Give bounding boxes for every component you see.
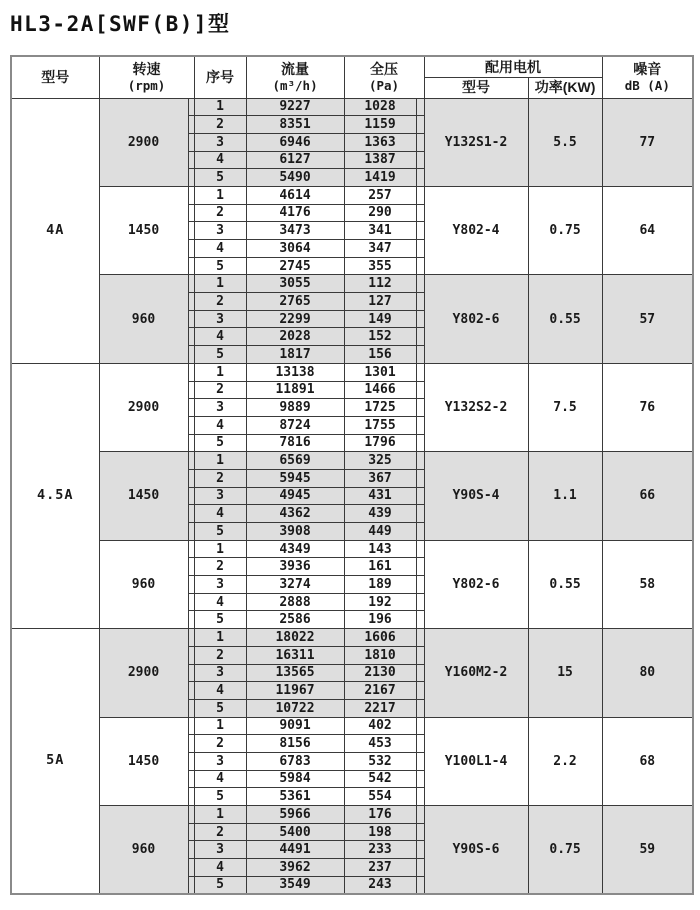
seq-cell: 4 [194, 770, 246, 788]
row-spacer-right [416, 682, 424, 700]
motor-model-cell: Y90S-6 [424, 806, 528, 894]
flow-cell: 4491 [246, 841, 344, 859]
row-spacer-right [416, 293, 424, 311]
spec-row [11, 363, 693, 381]
header-flow [246, 56, 344, 98]
power-cell: 7.5 [528, 363, 602, 451]
motor-model-cell: Y90S-4 [424, 452, 528, 540]
pressure-cell: 1301 [344, 363, 416, 381]
header-noise-label: 噪音 [633, 61, 662, 78]
seq-cell: 1 [194, 452, 246, 470]
row-spacer-right [416, 98, 424, 116]
model-cell: 5A [11, 629, 99, 894]
motor-model-cell: Y160M2-2 [424, 629, 528, 717]
flow-cell: 8156 [246, 735, 344, 753]
pressure-cell: 127 [344, 293, 416, 311]
speed-cell: 1450 [99, 186, 188, 274]
row-spacer-right [416, 328, 424, 346]
flow-cell: 5984 [246, 770, 344, 788]
row-spacer-right [416, 788, 424, 806]
row-spacer-right [416, 699, 424, 717]
spec-row [11, 275, 693, 293]
speed-cell: 960 [99, 540, 188, 628]
row-spacer-right [416, 540, 424, 558]
pressure-cell: 237 [344, 859, 416, 877]
row-spacer-right [416, 841, 424, 859]
header-pressure-label: 全压 [370, 61, 399, 78]
header-flow-label: 流量 [281, 61, 310, 78]
flow-cell: 16311 [246, 646, 344, 664]
seq-cell: 1 [194, 806, 246, 824]
flow-cell: 2586 [246, 611, 344, 629]
pressure-cell: 152 [344, 328, 416, 346]
flow-cell: 2028 [246, 328, 344, 346]
seq-cell: 5 [194, 434, 246, 452]
header-motor-power-label: 功率(KW) [534, 79, 596, 96]
pressure-cell: 198 [344, 823, 416, 841]
flow-cell: 9889 [246, 399, 344, 417]
seq-cell: 1 [194, 363, 246, 381]
header-speed [99, 56, 194, 98]
motor-model-cell: Y802-6 [424, 275, 528, 363]
row-spacer-right [416, 859, 424, 877]
header-noise [602, 56, 693, 98]
pressure-cell: 290 [344, 204, 416, 222]
noise-cell: 76 [602, 363, 693, 451]
pressure-cell: 2130 [344, 664, 416, 682]
pressure-cell: 1810 [344, 646, 416, 664]
header-pressure [344, 56, 424, 98]
flow-cell: 9227 [246, 98, 344, 116]
pressure-cell: 554 [344, 788, 416, 806]
spec-row [11, 629, 693, 647]
row-spacer-right [416, 611, 424, 629]
pressure-cell: 156 [344, 346, 416, 364]
pressure-cell: 257 [344, 186, 416, 204]
speed-cell: 1450 [99, 717, 188, 805]
seq-cell: 4 [194, 416, 246, 434]
row-spacer-right [416, 346, 424, 364]
seq-cell: 4 [194, 593, 246, 611]
row-spacer-right [416, 469, 424, 487]
pressure-cell: 2167 [344, 682, 416, 700]
seq-cell: 2 [194, 823, 246, 841]
row-spacer-right [416, 257, 424, 275]
flow-cell: 2299 [246, 310, 344, 328]
row-spacer-right [416, 399, 424, 417]
row-spacer-right [416, 133, 424, 151]
row-spacer-right [416, 735, 424, 753]
flow-cell: 13565 [246, 664, 344, 682]
flow-cell: 3549 [246, 876, 344, 894]
row-spacer-right [416, 275, 424, 293]
row-spacer-right [416, 876, 424, 894]
power-cell: 1.1 [528, 452, 602, 540]
seq-cell: 4 [194, 859, 246, 877]
flow-cell: 4614 [246, 186, 344, 204]
model-cell: 4A [11, 98, 99, 363]
seq-cell: 3 [194, 841, 246, 859]
seq-cell: 4 [194, 505, 246, 523]
pressure-cell: 1419 [344, 169, 416, 187]
row-spacer-right [416, 204, 424, 222]
row-spacer-right [416, 186, 424, 204]
seq-cell: 5 [194, 346, 246, 364]
row-spacer-right [416, 240, 424, 258]
row-spacer-right [416, 576, 424, 594]
seq-cell: 2 [194, 116, 246, 134]
flow-cell: 3055 [246, 275, 344, 293]
row-spacer-right [416, 169, 424, 187]
pressure-cell: 367 [344, 469, 416, 487]
flow-cell: 6946 [246, 133, 344, 151]
pressure-cell: 1796 [344, 434, 416, 452]
noise-cell: 66 [602, 452, 693, 540]
pressure-cell: 112 [344, 275, 416, 293]
flow-cell: 8351 [246, 116, 344, 134]
noise-cell: 57 [602, 275, 693, 363]
spec-row [11, 98, 693, 116]
row-spacer-right [416, 116, 424, 134]
seq-cell: 2 [194, 469, 246, 487]
row-spacer-right [416, 806, 424, 824]
seq-cell: 4 [194, 328, 246, 346]
row-spacer-right [416, 363, 424, 381]
flow-cell: 5490 [246, 169, 344, 187]
flow-cell: 18022 [246, 629, 344, 647]
row-spacer-right [416, 151, 424, 169]
seq-cell: 4 [194, 682, 246, 700]
motor-model-cell: Y802-4 [424, 186, 528, 274]
flow-cell: 11967 [246, 682, 344, 700]
pressure-cell: 2217 [344, 699, 416, 717]
flow-cell: 13138 [246, 363, 344, 381]
flow-cell: 2888 [246, 593, 344, 611]
seq-cell: 2 [194, 204, 246, 222]
header-motor-model-label: 型号 [462, 79, 491, 96]
seq-cell: 5 [194, 169, 246, 187]
flow-cell: 5945 [246, 469, 344, 487]
noise-cell: 68 [602, 717, 693, 805]
flow-cell: 6569 [246, 452, 344, 470]
pressure-cell: 341 [344, 222, 416, 240]
noise-cell: 64 [602, 186, 693, 274]
flow-cell: 3936 [246, 558, 344, 576]
seq-cell: 3 [194, 310, 246, 328]
pressure-cell: 1466 [344, 381, 416, 399]
seq-cell: 1 [194, 98, 246, 116]
row-spacer-right [416, 823, 424, 841]
row-spacer-right [416, 646, 424, 664]
flow-cell: 10722 [246, 699, 344, 717]
pressure-cell: 532 [344, 752, 416, 770]
seq-cell: 3 [194, 576, 246, 594]
row-spacer-right [416, 752, 424, 770]
flow-cell: 5400 [246, 823, 344, 841]
flow-cell: 11891 [246, 381, 344, 399]
speed-cell: 2900 [99, 363, 188, 451]
spec-table-body [11, 98, 693, 894]
row-spacer-right [416, 629, 424, 647]
noise-cell: 80 [602, 629, 693, 717]
spec-row [11, 717, 693, 735]
spec-table-header [11, 56, 693, 98]
flow-cell: 3274 [246, 576, 344, 594]
seq-cell: 1 [194, 629, 246, 647]
motor-model-cell: Y132S1-2 [424, 98, 528, 186]
speed-cell: 960 [99, 806, 188, 894]
pressure-cell: 1028 [344, 98, 416, 116]
motor-model-cell: Y802-6 [424, 540, 528, 628]
row-spacer-right [416, 222, 424, 240]
pressure-cell: 143 [344, 540, 416, 558]
flow-cell: 8724 [246, 416, 344, 434]
flow-cell: 7816 [246, 434, 344, 452]
header-flow-unit: (m³/h) [272, 78, 318, 94]
seq-cell: 1 [194, 540, 246, 558]
flow-cell: 4349 [246, 540, 344, 558]
row-spacer-right [416, 381, 424, 399]
power-cell: 5.5 [528, 98, 602, 186]
pressure-cell: 1159 [344, 116, 416, 134]
pressure-cell: 233 [344, 841, 416, 859]
seq-cell: 1 [194, 186, 246, 204]
flow-cell: 9091 [246, 717, 344, 735]
speed-cell: 1450 [99, 452, 188, 540]
flow-cell: 3473 [246, 222, 344, 240]
pressure-cell: 325 [344, 452, 416, 470]
seq-cell: 1 [194, 275, 246, 293]
seq-cell: 2 [194, 293, 246, 311]
pressure-cell: 1755 [344, 416, 416, 434]
seq-cell: 1 [194, 717, 246, 735]
flow-cell: 4362 [246, 505, 344, 523]
header-motor-group [424, 56, 602, 77]
power-cell: 15 [528, 629, 602, 717]
flow-cell: 3064 [246, 240, 344, 258]
header-model [11, 56, 99, 98]
motor-model-cell: Y100L1-4 [424, 717, 528, 805]
flow-cell: 6783 [246, 752, 344, 770]
flow-cell: 1817 [246, 346, 344, 364]
pressure-cell: 449 [344, 523, 416, 541]
motor-model-cell: Y132S2-2 [424, 363, 528, 451]
power-cell: 0.75 [528, 186, 602, 274]
flow-cell: 5361 [246, 788, 344, 806]
seq-cell: 5 [194, 788, 246, 806]
pressure-cell: 161 [344, 558, 416, 576]
header-speed-label: 转速 [132, 61, 161, 78]
header-model-label: 型号 [41, 69, 70, 86]
power-cell: 0.75 [528, 806, 602, 894]
row-spacer-right [416, 593, 424, 611]
power-cell: 0.55 [528, 540, 602, 628]
seq-cell: 2 [194, 735, 246, 753]
spec-row [11, 806, 693, 824]
flow-cell: 2765 [246, 293, 344, 311]
header-noise-unit: dB (A) [624, 78, 670, 94]
header-speed-unit: (rpm) [127, 78, 166, 94]
row-spacer-right [416, 523, 424, 541]
pressure-cell: 453 [344, 735, 416, 753]
spec-table [10, 55, 694, 895]
power-cell: 2.2 [528, 717, 602, 805]
header-motor-power [528, 77, 602, 98]
row-spacer-right [416, 487, 424, 505]
page-title: HL3-2A[SWF(B)]型 [10, 12, 231, 36]
seq-cell: 5 [194, 699, 246, 717]
pressure-cell: 1725 [344, 399, 416, 417]
flow-cell: 4945 [246, 487, 344, 505]
pressure-cell: 243 [344, 876, 416, 894]
spec-row [11, 540, 693, 558]
seq-cell: 3 [194, 752, 246, 770]
noise-cell: 77 [602, 98, 693, 186]
pressure-cell: 149 [344, 310, 416, 328]
speed-cell: 2900 [99, 98, 188, 186]
flow-cell: 3908 [246, 523, 344, 541]
seq-cell: 3 [194, 664, 246, 682]
header-pressure-unit: (Pa) [368, 78, 400, 94]
seq-cell: 4 [194, 151, 246, 169]
pressure-cell: 347 [344, 240, 416, 258]
spec-row [11, 452, 693, 470]
seq-cell: 5 [194, 876, 246, 894]
flow-cell: 4176 [246, 204, 344, 222]
pressure-cell: 196 [344, 611, 416, 629]
seq-cell: 5 [194, 611, 246, 629]
seq-cell: 3 [194, 487, 246, 505]
pressure-cell: 355 [344, 257, 416, 275]
row-spacer-right [416, 717, 424, 735]
seq-cell: 2 [194, 381, 246, 399]
header-motor-group-label: 配用电机 [485, 58, 542, 75]
flow-cell: 3962 [246, 859, 344, 877]
pressure-cell: 402 [344, 717, 416, 735]
noise-cell: 59 [602, 806, 693, 894]
pressure-cell: 1387 [344, 151, 416, 169]
header-seq [194, 56, 246, 98]
noise-cell: 58 [602, 540, 693, 628]
speed-cell: 2900 [99, 629, 188, 717]
row-spacer-right [416, 452, 424, 470]
pressure-cell: 1363 [344, 133, 416, 151]
seq-cell: 3 [194, 133, 246, 151]
pressure-cell: 439 [344, 505, 416, 523]
seq-cell: 3 [194, 222, 246, 240]
flow-cell: 5966 [246, 806, 344, 824]
spec-row [11, 186, 693, 204]
row-spacer-right [416, 558, 424, 576]
pressure-cell: 542 [344, 770, 416, 788]
seq-cell: 4 [194, 240, 246, 258]
speed-cell: 960 [99, 275, 188, 363]
model-cell: 4.5A [11, 363, 99, 628]
header-seq-label: 序号 [206, 69, 235, 86]
seq-cell: 3 [194, 399, 246, 417]
header-motor-model [424, 77, 528, 98]
flow-cell: 6127 [246, 151, 344, 169]
flow-cell: 2745 [246, 257, 344, 275]
row-spacer-right [416, 770, 424, 788]
pressure-cell: 189 [344, 576, 416, 594]
row-spacer-right [416, 664, 424, 682]
row-spacer-right [416, 434, 424, 452]
pressure-cell: 192 [344, 593, 416, 611]
row-spacer-right [416, 310, 424, 328]
pressure-cell: 176 [344, 806, 416, 824]
pressure-cell: 431 [344, 487, 416, 505]
seq-cell: 5 [194, 523, 246, 541]
row-spacer-right [416, 416, 424, 434]
seq-cell: 2 [194, 558, 246, 576]
seq-cell: 2 [194, 646, 246, 664]
row-spacer-right [416, 505, 424, 523]
seq-cell: 5 [194, 257, 246, 275]
power-cell: 0.55 [528, 275, 602, 363]
pressure-cell: 1606 [344, 629, 416, 647]
